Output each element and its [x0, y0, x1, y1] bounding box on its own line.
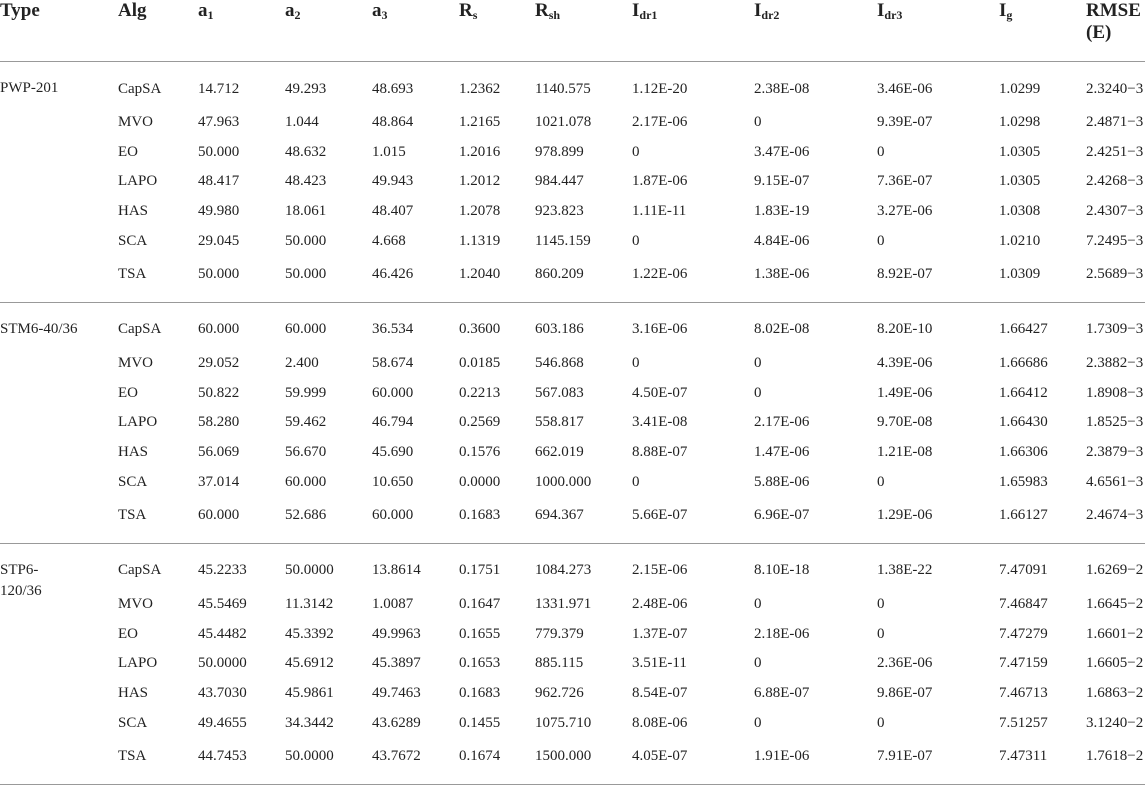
value-cell: 8.08E-06 [632, 714, 688, 731]
table-row [0, 226, 1145, 256]
table-row [0, 738, 1145, 785]
table-row [0, 138, 1145, 168]
value-cell: 34.3442 [285, 714, 334, 731]
table-row [0, 197, 1145, 227]
value-cell: 49.293 [285, 80, 327, 97]
value-cell: 0 [632, 232, 640, 249]
value-cell: 1331.971 [535, 596, 592, 613]
value-cell: 50.000 [198, 266, 240, 283]
header-ig-base: I [999, 0, 1007, 21]
value-cell: 29.052 [198, 355, 240, 372]
value-cell: 8.20E-10 [877, 321, 933, 338]
value-cell: 923.823 [535, 203, 584, 220]
value-cell: 1.38E-06 [754, 266, 810, 283]
header-type: Type [0, 0, 40, 21]
value-cell: 4.50E-07 [632, 384, 688, 401]
value-cell: 0.3600 [459, 321, 501, 338]
value-cell: 0 [632, 355, 640, 372]
value-cell: 1.49E-06 [877, 384, 933, 401]
value-cell: 56.670 [285, 444, 327, 461]
header-idr1-sub: dr1 [639, 8, 658, 22]
value-cell: 7.47279 [999, 625, 1048, 642]
header-alg: Alg [118, 0, 147, 21]
table-row [0, 649, 1145, 679]
table-row [0, 438, 1145, 468]
value-cell: 0 [877, 143, 885, 160]
value-cell: 48.417 [198, 173, 240, 190]
alg-cell: HAS [118, 203, 149, 220]
alg-cell: CapSA [118, 321, 162, 338]
header-a3 [372, 0, 459, 62]
value-cell: 0.1576 [459, 444, 501, 461]
alg-cell: HAS [118, 685, 149, 702]
header-row [0, 0, 1145, 62]
table-row [0, 590, 1145, 620]
group-type-line: 120/36 [0, 582, 42, 599]
value-cell: 58.280 [198, 414, 240, 431]
value-cell: 0.1653 [459, 655, 501, 672]
value-cell: 2.4251−3 [1086, 143, 1144, 160]
value-cell: 7.51257 [999, 714, 1048, 731]
value-cell: 60.000 [198, 507, 240, 524]
table-header [0, 0, 1145, 62]
header-idr1-base: I [632, 0, 640, 21]
value-cell: 1.11E-11 [632, 203, 687, 220]
value-cell: 59.999 [285, 384, 327, 401]
header-idr3-sub: dr3 [884, 8, 903, 22]
value-cell: 46.794 [372, 414, 414, 431]
alg-cell: MVO [118, 355, 154, 372]
value-cell: 1.0305 [999, 143, 1041, 160]
value-cell: 1.66430 [999, 414, 1048, 431]
value-cell: 50.0000 [285, 748, 334, 765]
table-row [0, 467, 1145, 497]
value-cell: 1.91E-06 [754, 748, 810, 765]
value-cell: 1.66427 [999, 321, 1048, 338]
value-cell: 4.05E-07 [632, 748, 688, 765]
value-cell: 0 [754, 114, 762, 131]
value-cell: 3.16E-06 [632, 321, 688, 338]
value-cell: 1.21E-08 [877, 444, 933, 461]
value-cell: 37.014 [198, 473, 240, 490]
value-cell: 1.8908−3 [1086, 384, 1144, 401]
value-cell: 8.88E-07 [632, 444, 688, 461]
value-cell: 59.462 [285, 414, 327, 431]
value-cell: 45.690 [372, 444, 414, 461]
value-cell: 48.423 [285, 173, 327, 190]
value-cell: 50.0000 [285, 562, 334, 579]
header-a3-base: a [372, 0, 382, 21]
table-row [0, 167, 1145, 197]
value-cell: 1.12E-20 [632, 80, 688, 97]
value-cell: 0 [877, 473, 885, 490]
header-rmse-line2: (E) [1086, 22, 1112, 43]
value-cell: 45.3392 [285, 625, 334, 642]
header-rs-sub: s [472, 8, 478, 22]
value-cell: 567.083 [535, 384, 584, 401]
table-row [0, 543, 1145, 590]
value-cell: 1.1319 [459, 232, 501, 249]
value-cell: 60.000 [372, 384, 414, 401]
value-cell: 9.70E-08 [877, 414, 933, 431]
header-ig-sub: g [1006, 8, 1013, 22]
value-cell: 50.000 [285, 232, 327, 249]
value-cell: 45.5469 [198, 596, 247, 613]
value-cell: 8.54E-07 [632, 685, 688, 702]
value-cell: 558.817 [535, 414, 584, 431]
value-cell: 49.7463 [372, 685, 421, 702]
value-cell: 5.88E-06 [754, 473, 810, 490]
alg-cell: EO [118, 384, 138, 401]
value-cell: 1.2078 [459, 203, 501, 220]
value-cell: 14.712 [198, 80, 240, 97]
value-cell: 2.4871−3 [1086, 114, 1144, 131]
table-row [0, 256, 1145, 303]
value-cell: 3.51E-11 [632, 655, 687, 672]
value-cell: 1.66686 [999, 355, 1048, 372]
header-a2 [285, 0, 372, 62]
value-cell: 13.8614 [372, 562, 421, 579]
value-cell: 8.02E-08 [754, 321, 810, 338]
value-cell: 0 [754, 384, 762, 401]
header-idr2 [754, 0, 877, 62]
value-cell: 1.38E-22 [877, 562, 933, 579]
value-cell: 3.41E-08 [632, 414, 688, 431]
group-type-cell: PWP-201 [0, 80, 59, 96]
value-cell: 43.7672 [372, 748, 421, 765]
value-cell: 2.3882−3 [1086, 355, 1144, 372]
value-cell: 1.7618−2 [1086, 748, 1144, 765]
header-rmse [1086, 0, 1145, 62]
value-cell: 4.39E-06 [877, 355, 933, 372]
value-cell: 3.46E-06 [877, 80, 933, 97]
header-idr2-base: I [754, 0, 762, 21]
value-cell: 0.1655 [459, 625, 501, 642]
value-cell: 7.47159 [999, 655, 1048, 672]
header-a1 [198, 0, 285, 62]
value-cell: 1.2012 [459, 173, 501, 190]
group-type-line: STP6- [0, 561, 39, 578]
value-cell: 60.000 [285, 321, 327, 338]
value-cell: 1.0298 [999, 114, 1041, 131]
group-type-cell: STM6-40/36 [0, 320, 78, 337]
value-cell: 1.47E-06 [754, 444, 810, 461]
value-cell: 1.0309 [999, 266, 1041, 283]
header-idr3-base: I [877, 0, 885, 21]
value-cell: 9.39E-07 [877, 114, 933, 131]
value-cell: 0 [877, 625, 885, 642]
value-cell: 1140.575 [535, 80, 591, 97]
value-cell: 0.2213 [459, 384, 501, 401]
value-cell: 45.3897 [372, 655, 421, 672]
value-cell: 6.88E-07 [754, 685, 810, 702]
value-cell: 860.209 [535, 266, 584, 283]
alg-cell: CapSA [118, 80, 162, 97]
table-row [0, 408, 1145, 438]
value-cell: 46.426 [372, 266, 414, 283]
header-rsh-base: R [535, 0, 549, 21]
alg-cell: TSA [118, 266, 147, 283]
table-row [0, 302, 1145, 349]
header-ig [999, 0, 1086, 62]
alg-cell: LAPO [118, 655, 158, 672]
value-cell: 7.47311 [999, 748, 1048, 765]
value-cell: 8.10E-18 [754, 562, 810, 579]
header-idr2-sub: dr2 [761, 8, 780, 22]
table-group [0, 543, 1145, 784]
value-cell: 1.2016 [459, 143, 501, 160]
alg-cell: EO [118, 143, 138, 160]
value-cell: 2.15E-06 [632, 562, 688, 579]
value-cell: 11.3142 [285, 596, 334, 613]
value-cell: 8.92E-07 [877, 266, 933, 283]
value-cell: 1.66412 [999, 384, 1048, 401]
table-row [0, 349, 1145, 379]
value-cell: 0 [754, 355, 762, 372]
value-cell: 1.0308 [999, 203, 1041, 220]
value-cell: 47.963 [198, 114, 240, 131]
value-cell: 2.18E-06 [754, 625, 810, 642]
value-cell: 0.1751 [459, 562, 501, 579]
value-cell: 0 [877, 232, 885, 249]
alg-cell: LAPO [118, 173, 158, 190]
value-cell: 2.400 [285, 355, 319, 372]
value-cell: 2.4268−3 [1086, 173, 1144, 190]
header-rs [459, 0, 535, 62]
table-row [0, 62, 1145, 109]
value-cell: 1.0087 [372, 596, 414, 613]
value-cell: 0 [754, 596, 762, 613]
value-cell: 1.65983 [999, 473, 1048, 490]
value-cell: 694.367 [535, 507, 584, 524]
value-cell: 0 [632, 143, 640, 160]
value-cell: 7.2495−3 [1086, 232, 1144, 249]
value-cell: 50.000 [198, 143, 240, 160]
value-cell: 0 [632, 473, 640, 490]
value-cell: 885.115 [535, 655, 584, 672]
value-cell: 1000.000 [535, 473, 592, 490]
header-a3-sub: 3 [381, 8, 388, 22]
value-cell: 10.650 [372, 473, 414, 490]
value-cell: 546.868 [535, 355, 584, 372]
value-cell: 603.186 [535, 321, 584, 338]
value-cell: 29.045 [198, 232, 240, 249]
value-cell: 45.2233 [198, 562, 247, 579]
value-cell: 1500.000 [535, 748, 592, 765]
table-group [0, 62, 1145, 303]
value-cell: 0 [877, 714, 885, 731]
value-cell: 0.0000 [459, 473, 501, 490]
value-cell: 50.822 [198, 384, 240, 401]
value-cell: 0.1455 [459, 714, 501, 731]
value-cell: 1.83E-19 [754, 203, 810, 220]
header-a1-sub: 1 [207, 8, 214, 22]
value-cell: 1.8525−3 [1086, 414, 1144, 431]
value-cell: 1.66306 [999, 444, 1048, 461]
value-cell: 1.6605−2 [1086, 655, 1144, 672]
value-cell: 2.5689−3 [1086, 266, 1144, 283]
value-cell: 36.534 [372, 321, 414, 338]
value-cell: 6.96E-07 [754, 507, 810, 524]
value-cell: 1.22E-06 [632, 266, 688, 283]
alg-cell: EO [118, 625, 138, 642]
value-cell: 48.407 [372, 203, 414, 220]
header-a1-base: a [198, 0, 208, 21]
value-cell: 1.0299 [999, 80, 1041, 97]
value-cell: 1.0210 [999, 232, 1041, 249]
value-cell: 978.899 [535, 143, 584, 160]
value-cell: 9.86E-07 [877, 685, 933, 702]
header-idr3 [877, 0, 999, 62]
value-cell: 45.6912 [285, 655, 334, 672]
value-cell: 7.47091 [999, 562, 1048, 579]
value-cell: 3.1240−2 [1086, 714, 1144, 731]
value-cell: 1021.078 [535, 114, 592, 131]
value-cell: 1.7309−3 [1086, 321, 1144, 338]
alg-cell: TSA [118, 748, 147, 765]
value-cell: 4.668 [372, 232, 406, 249]
value-cell: 1.37E-07 [632, 625, 688, 642]
value-cell: 2.38E-08 [754, 80, 810, 97]
value-cell: 5.66E-07 [632, 507, 688, 524]
value-cell: 60.000 [372, 507, 414, 524]
value-cell: 50.0000 [198, 655, 247, 672]
value-cell: 1.2165 [459, 114, 501, 131]
value-cell: 7.46847 [999, 596, 1048, 613]
value-cell: 48.864 [372, 114, 414, 131]
header-a2-sub: 2 [294, 8, 301, 22]
value-cell: 1.044 [285, 114, 319, 131]
value-cell: 0.0185 [459, 355, 501, 372]
value-cell: 1.66127 [999, 507, 1048, 524]
value-cell: 984.447 [535, 173, 584, 190]
value-cell: 1.015 [372, 143, 406, 160]
value-cell: 7.46713 [999, 685, 1048, 702]
table-row [0, 620, 1145, 650]
value-cell: 1084.273 [535, 562, 592, 579]
alg-cell: LAPO [118, 414, 158, 431]
value-cell: 49.9963 [372, 625, 421, 642]
value-cell: 1075.710 [535, 714, 592, 731]
value-cell: 45.4482 [198, 625, 247, 642]
value-cell: 3.27E-06 [877, 203, 933, 220]
value-cell: 2.3879−3 [1086, 444, 1144, 461]
value-cell: 2.48E-06 [632, 596, 688, 613]
alg-cell: MVO [118, 114, 154, 131]
value-cell: 962.726 [535, 685, 584, 702]
value-cell: 0.2569 [459, 414, 501, 431]
alg-cell: SCA [118, 473, 148, 490]
value-cell: 4.6561−3 [1086, 473, 1144, 490]
group-type-cell [0, 543, 118, 784]
value-cell: 60.000 [285, 473, 327, 490]
value-cell: 1.2040 [459, 266, 501, 283]
header-rsh [535, 0, 632, 62]
value-cell: 49.4655 [198, 714, 247, 731]
alg-cell: MVO [118, 596, 154, 613]
table-row [0, 108, 1145, 138]
value-cell: 1.2362 [459, 80, 501, 97]
value-cell: 0.1683 [459, 685, 501, 702]
value-cell: 3.47E-06 [754, 143, 810, 160]
table-row [0, 497, 1145, 544]
header-rs-base: R [459, 0, 473, 21]
value-cell: 48.693 [372, 80, 414, 97]
value-cell: 0 [877, 596, 885, 613]
value-cell: 43.7030 [198, 685, 247, 702]
value-cell: 9.15E-07 [754, 173, 810, 190]
value-cell: 7.36E-07 [877, 173, 933, 190]
value-cell: 2.3240−3 [1086, 80, 1144, 97]
value-cell: 0.1647 [459, 596, 501, 613]
value-cell: 45.9861 [285, 685, 334, 702]
value-cell: 1.6601−2 [1086, 625, 1144, 642]
alg-cell: HAS [118, 444, 149, 461]
alg-cell: TSA [118, 507, 147, 524]
header-idr1 [632, 0, 754, 62]
table-row [0, 679, 1145, 709]
value-cell: 1145.159 [535, 232, 591, 249]
value-cell: 0.1674 [459, 748, 501, 765]
alg-cell: SCA [118, 232, 148, 249]
value-cell: 0.1683 [459, 507, 501, 524]
table-row [0, 708, 1145, 738]
value-cell: 52.686 [285, 507, 327, 524]
value-cell: 44.7453 [198, 748, 247, 765]
value-cell: 7.91E-07 [877, 748, 933, 765]
value-cell: 1.29E-06 [877, 507, 933, 524]
value-cell: 2.17E-06 [632, 114, 688, 131]
value-cell: 0 [754, 714, 762, 731]
header-rmse-line1: RMSE [1086, 0, 1141, 21]
value-cell: 0 [754, 655, 762, 672]
value-cell: 2.17E-06 [754, 414, 810, 431]
value-cell: 50.000 [285, 266, 327, 283]
value-cell: 58.674 [372, 355, 414, 372]
value-cell: 1.6645−2 [1086, 596, 1144, 613]
value-cell: 18.061 [285, 203, 327, 220]
alg-cell: SCA [118, 714, 148, 731]
value-cell: 1.6863−2 [1086, 685, 1144, 702]
value-cell: 779.379 [535, 625, 584, 642]
value-cell: 2.36E-06 [877, 655, 933, 672]
value-cell: 2.4307−3 [1086, 203, 1144, 220]
table-group [0, 302, 1145, 543]
value-cell: 60.000 [198, 321, 240, 338]
value-cell: 48.632 [285, 143, 327, 160]
value-cell: 4.84E-06 [754, 232, 810, 249]
value-cell: 1.6269−2 [1086, 562, 1144, 579]
header-a2-base: a [285, 0, 295, 21]
table-row [0, 379, 1145, 409]
value-cell: 1.0305 [999, 173, 1041, 190]
value-cell: 49.943 [372, 173, 414, 190]
value-cell: 1.87E-06 [632, 173, 688, 190]
alg-cell: CapSA [118, 562, 162, 579]
header-rsh-sub: sh [548, 8, 561, 22]
value-cell: 56.069 [198, 444, 240, 461]
value-cell: 49.980 [198, 203, 240, 220]
value-cell: 2.4674−3 [1086, 507, 1144, 524]
value-cell: 43.6289 [372, 714, 421, 731]
value-cell: 662.019 [535, 444, 584, 461]
